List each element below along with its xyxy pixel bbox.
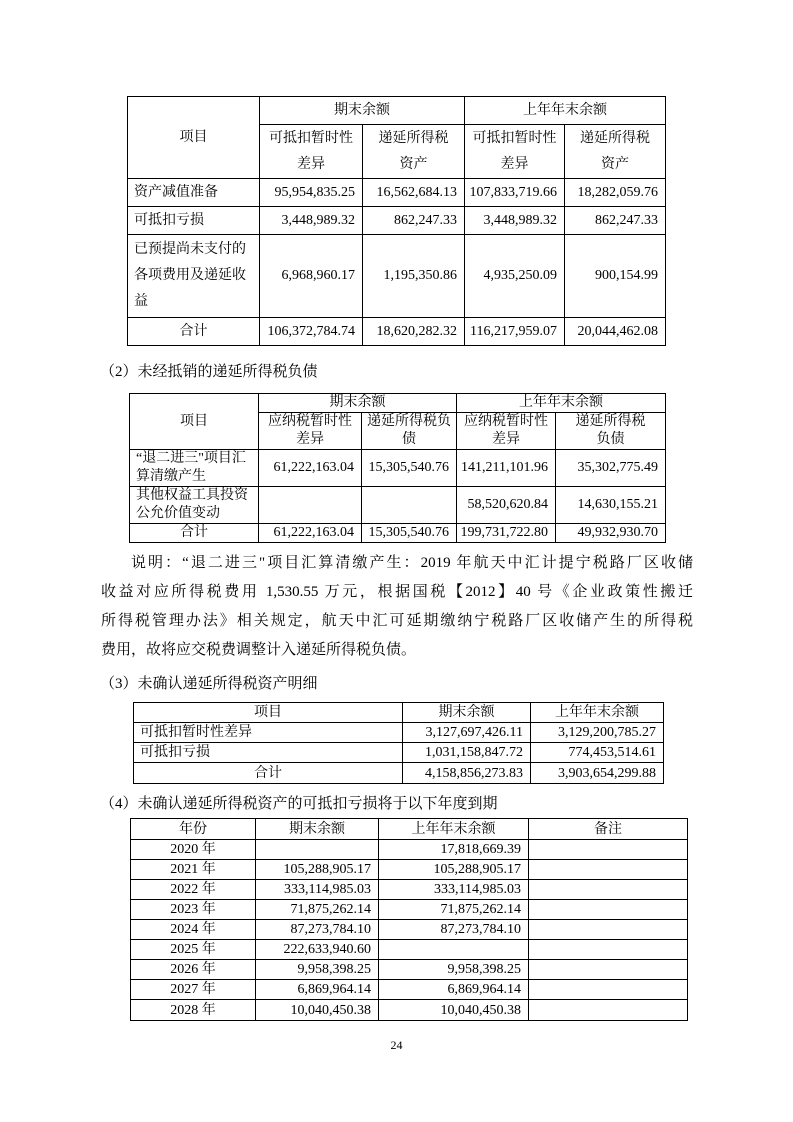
- col-header-prior-year-end: 上年年末余额: [531, 703, 664, 723]
- header-line: 债: [402, 432, 416, 447]
- cell-value: 105,288,905.17: [379, 860, 529, 880]
- cell-value: 10,040,450.38: [379, 1000, 529, 1021]
- table-row: [131, 900, 688, 920]
- cell-value: 1,031,158,847.72: [403, 743, 531, 763]
- table-row: [130, 450, 666, 487]
- table-total-row: [128, 318, 666, 346]
- cell-value: 15,305,540.76: [362, 450, 457, 487]
- deductible-loss-expiry-table: [130, 818, 688, 1021]
- cell-value: 58,520,620.84: [457, 487, 556, 524]
- cell-total-label: 合计: [134, 763, 403, 784]
- cell-value: 116,217,959.07: [465, 318, 565, 346]
- cell-remark: [529, 920, 688, 940]
- cell-remark: [529, 880, 688, 900]
- col-header-item: 项目: [130, 394, 259, 450]
- cell-year: 2025 年: [131, 940, 256, 960]
- section-heading-unrecognized-dta: （3）未确认递延所得税资产明细: [100, 676, 318, 692]
- cell-value: 1,195,350.86: [363, 235, 465, 318]
- cell-value: 3,127,697,426.11: [403, 723, 531, 743]
- cell-year: 2028 年: [131, 1000, 256, 1021]
- cell-value: 4,935,250.09: [465, 235, 565, 318]
- cell-year: 2023 年: [131, 900, 256, 920]
- col-header-period-end: 期末余额: [259, 394, 457, 413]
- cell-value: 14,630,155.21: [556, 487, 666, 524]
- cell-value: 71,875,262.14: [256, 900, 379, 920]
- cell-value: 3,129,200,785.27: [531, 723, 664, 743]
- cell-value: 49,932,930.70: [556, 524, 666, 543]
- cell-value: 18,620,282.32: [363, 318, 465, 346]
- cell-value: 95,954,835.25: [260, 179, 363, 207]
- cell-value: [379, 940, 529, 960]
- table-row: [131, 960, 688, 980]
- cell-value: 107,833,719.66: [465, 179, 565, 207]
- cell-value: 16,562,684.13: [363, 179, 465, 207]
- col-header-period-end: 期末余额: [260, 97, 465, 125]
- table-row: [131, 840, 688, 860]
- cell-value: 222,633,940.60: [256, 940, 379, 960]
- cell-item-label: “退二进三"项目汇算清缴产生: [130, 450, 259, 487]
- table-row: [131, 980, 688, 1000]
- header-line: 可抵扣暂时性: [269, 130, 353, 146]
- col-header-period-end: 期末余额: [403, 703, 531, 723]
- cell-value: 35,302,775.49: [556, 450, 666, 487]
- col-header-deferred-tax-asset: [363, 125, 465, 179]
- note-line: 收益对应所得税费用 1,530.55 万元，根据国税【2012】40 号《企业政策性搬迁: [101, 584, 693, 600]
- col-header-deferred-tax-liability: [362, 413, 457, 450]
- cell-year: 2022 年: [131, 880, 256, 900]
- cell-value: 17,818,669.39: [379, 840, 529, 860]
- note-line: 费用，故将应交税费调整计入递延所得税负债。: [101, 642, 417, 658]
- table-header-row: [130, 394, 666, 413]
- page-number: 24: [390, 1038, 403, 1052]
- col-header-item: 项目: [134, 703, 403, 723]
- cell-value: 9,958,398.25: [256, 960, 379, 980]
- cell-item-label: 可抵扣亏损: [134, 743, 403, 763]
- header-line: 递延所得税负: [367, 414, 451, 429]
- header-line: 负债: [596, 432, 625, 447]
- cell-value: 6,968,960.17: [260, 235, 363, 318]
- header-line: 应纳税暂时性: [268, 414, 352, 429]
- cell-value: 87,273,784.10: [379, 920, 529, 940]
- cell-remark: [529, 860, 688, 880]
- cell-item-label: 可抵扣亏损: [128, 207, 260, 235]
- cell-value: 9,958,398.25: [379, 960, 529, 980]
- cell-value: 774,453,514.61: [531, 743, 664, 763]
- section-heading-deferred-tax-liabilities: （2）未经抵销的递延所得税负债: [100, 364, 318, 380]
- cell-value: 141,211,101.96: [457, 450, 556, 487]
- col-header-prior-year-end: 上年年末余额: [379, 819, 529, 840]
- cell-remark: [529, 960, 688, 980]
- cell-value: [362, 487, 457, 524]
- cell-remark: [529, 980, 688, 1000]
- section-heading-deductible-loss-expiry: （4）未确认递延所得税资产的可抵扣亏损将于以下年度到期: [100, 796, 498, 812]
- table-row: [130, 487, 666, 524]
- table-row: [131, 880, 688, 900]
- col-header-item: 项目: [128, 97, 260, 179]
- cell-value: 18,282,059.76: [565, 179, 666, 207]
- cell-item-label: 已预提尚未支付的各项费用及递延收益: [128, 235, 260, 318]
- cell-remark: [529, 900, 688, 920]
- header-line: 递延所得税: [575, 414, 646, 429]
- cell-remark: [529, 940, 688, 960]
- cell-value: 199,731,722.80: [457, 524, 556, 543]
- header-line: 应纳税暂时性: [464, 414, 548, 429]
- cell-value: 15,305,540.76: [362, 524, 457, 543]
- cell-year: 2027 年: [131, 980, 256, 1000]
- cell-item-label: 其他权益工具投资公允价值变动: [130, 487, 259, 524]
- col-header-period-end: 期末余额: [256, 819, 379, 840]
- cell-value: 105,288,905.17: [256, 860, 379, 880]
- cell-value: 862,247.33: [565, 207, 666, 235]
- cell-value: 106,372,784.74: [260, 318, 363, 346]
- note-paragraph: [101, 549, 693, 665]
- col-header-remark: 备注: [529, 819, 688, 840]
- col-header-prior-year-end: 上年年末余额: [457, 394, 666, 413]
- table-header-row: [128, 97, 666, 125]
- header-line: 差异: [492, 432, 520, 447]
- cell-year: 2020 年: [131, 840, 256, 860]
- cell-value: 71,875,262.14: [379, 900, 529, 920]
- cell-value: 87,273,784.10: [256, 920, 379, 940]
- cell-total-label: 合计: [128, 318, 260, 346]
- col-header-taxable-temp-diff: [457, 413, 556, 450]
- cell-value: 333,114,985.03: [256, 880, 379, 900]
- table-header-row: [131, 819, 688, 840]
- cell-value: 3,448,989.32: [465, 207, 565, 235]
- header-line: 差异: [296, 432, 324, 447]
- cell-value: 6,869,964.14: [379, 980, 529, 1000]
- col-header-deductible-temp-diff: [465, 125, 565, 179]
- table-row: [134, 723, 664, 743]
- cell-value: 900,154.99: [565, 235, 666, 318]
- header-line: 可抵扣暂时性: [472, 130, 557, 146]
- cell-value: 3,903,654,299.88: [531, 763, 664, 784]
- col-header-prior-year-end: 上年年末余额: [465, 97, 666, 125]
- header-line: 递延所得税: [580, 130, 650, 146]
- table-row: [134, 743, 664, 763]
- col-header-taxable-temp-diff: [259, 413, 362, 450]
- table-row: [131, 940, 688, 960]
- table-row: [128, 235, 666, 318]
- cell-value: 333,114,985.03: [379, 880, 529, 900]
- header-line: 差异: [500, 156, 529, 172]
- table-row: [131, 1000, 688, 1021]
- table-header-row: [134, 703, 664, 723]
- cell-value: 20,044,462.08: [565, 318, 666, 346]
- header-line: 资产: [399, 156, 428, 172]
- cell-year: 2021 年: [131, 860, 256, 880]
- table-row: [128, 179, 666, 207]
- table-row: [128, 207, 666, 235]
- cell-value: 61,222,163.04: [259, 450, 362, 487]
- cell-remark: [529, 1000, 688, 1021]
- table-total-row: [130, 524, 666, 543]
- cell-value: 6,869,964.14: [256, 980, 379, 1000]
- deferred-tax-liabilities-table: [129, 393, 666, 543]
- cell-item-label: 可抵扣暂时性差异: [134, 723, 403, 743]
- col-header-deferred-tax-asset: [565, 125, 666, 179]
- col-header-year: 年份: [131, 819, 256, 840]
- header-line: 递延所得税: [378, 130, 449, 146]
- cell-item-label: 资产减值准备: [128, 179, 260, 207]
- col-header-deferred-tax-liability: [556, 413, 666, 450]
- table-total-row: [134, 763, 664, 784]
- cell-remark: [529, 840, 688, 860]
- unrecognized-dta-table: [133, 702, 664, 784]
- cell-value: [256, 840, 379, 860]
- cell-total-label: 合计: [130, 524, 259, 543]
- cell-value: 3,448,989.32: [260, 207, 363, 235]
- table-row: [131, 920, 688, 940]
- header-line: 差异: [297, 156, 325, 172]
- cell-value: 4,158,856,273.83: [403, 763, 531, 784]
- cell-value: 862,247.33: [363, 207, 465, 235]
- table-row: [131, 860, 688, 880]
- cell-value: [259, 487, 362, 524]
- header-line: 资产: [601, 156, 629, 172]
- cell-value: 61,222,163.04: [259, 524, 362, 543]
- col-header-deductible-temp-diff: [260, 125, 363, 179]
- deferred-tax-assets-table: [127, 96, 666, 346]
- note-line: 说明：“退二进三"项目汇算清缴产生：2019 年航天中汇计提宁税路厂区收储: [131, 555, 693, 571]
- cell-year: 2024 年: [131, 920, 256, 940]
- cell-year: 2026 年: [131, 960, 256, 980]
- cell-value: 10,040,450.38: [256, 1000, 379, 1021]
- note-line: 所得税管理办法》相关规定，航天中汇可延期缴纳宁税路厂区收储产生的所得税: [101, 613, 693, 629]
